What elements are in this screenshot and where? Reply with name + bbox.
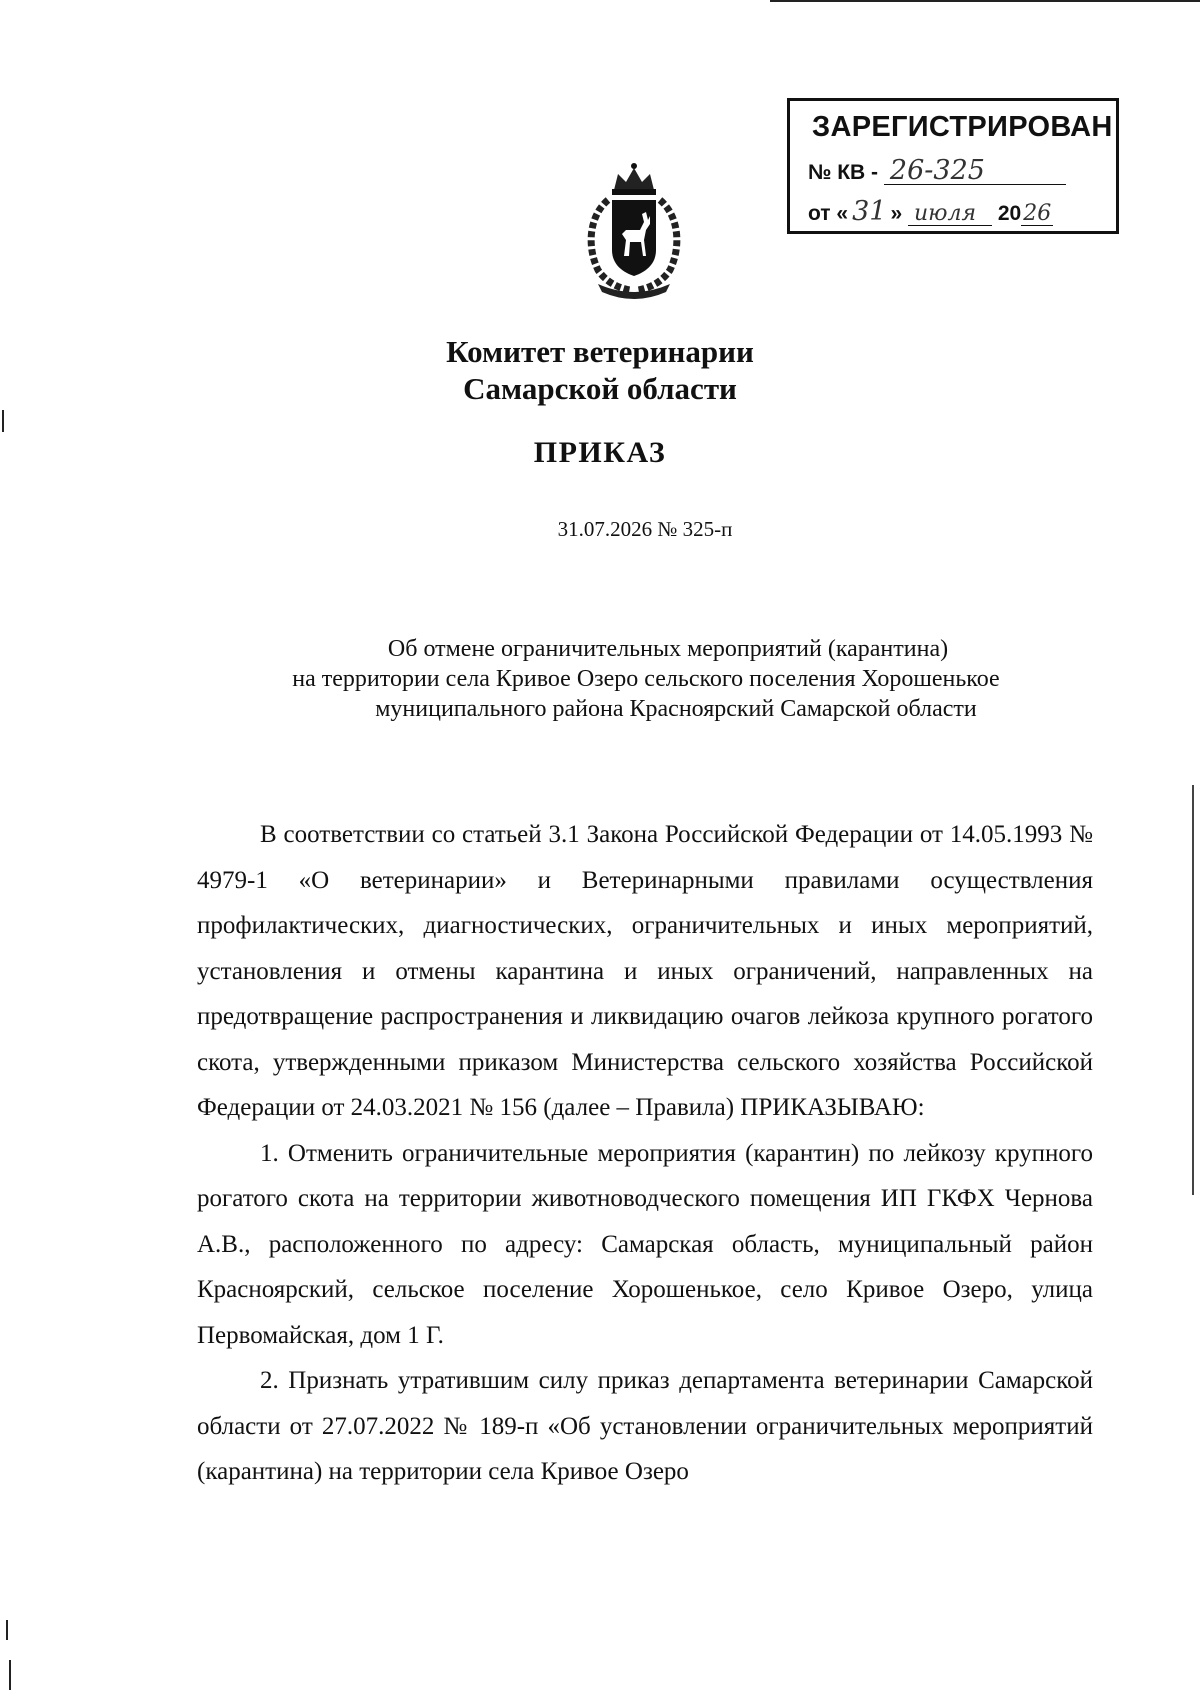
registration-date-row — [808, 198, 1053, 226]
organization-name-line2: Самарской области — [463, 371, 737, 406]
registration-date-prefix: от « — [808, 202, 849, 225]
scan-edge-top — [770, 0, 1200, 2]
subject-line1: Об отмене ограничительных мероприятий (карантина) — [387, 636, 949, 662]
samara-oblast-coat-of-arms-icon — [578, 160, 690, 300]
registration-number-row — [808, 157, 1066, 185]
scan-edge-bottom-left-mark — [6, 1620, 8, 1640]
subject-line2: на территории села Кривое Озеро сельского поселения Хорошенькое — [292, 666, 1000, 692]
registration-date-day: 31 — [852, 196, 887, 227]
body-preamble: В соответствии со статьей 3.1 Закона Российской Федерации от 14.05.1993 № 4979-1 «О ветеринарии» и Ветеринарными правилами осуществления профилактических, диагностических, ограничительных и иных мероприятий, установления и отмены карантина и иных ограничений, направленных на предотвращение распространения и ликвидацию очагов лейкоза крупного рогатого скота, утвержденными приказом Министерства сельского хозяйства Российской Федерации от 24.03.2021 № 156 (далее – Правила) ПРИКАЗЫВАЮ: — [197, 821, 1093, 1121]
subject-line3: муниципального района Красноярский Самарской области — [375, 696, 977, 722]
registration-number-handwritten: 26-325 — [884, 157, 1066, 185]
organization-name-line1: Комитет ветеринарии — [446, 334, 754, 369]
scan-edge-right-mark — [1192, 785, 1194, 1195]
scan-edge-left-mark — [2, 410, 4, 432]
document-type: ПРИКАЗ — [533, 436, 667, 469]
registration-stamp — [787, 98, 1119, 234]
body-item-2: 2. Признать утратившим силу приказ департамента ветеринарии Самарской области от 27.07.2022 № 189-п «Об установлении ограничительных мероприятий (карантина) на территории села Кривое Озеро — [197, 1367, 1093, 1485]
registration-date-mid: » — [890, 202, 903, 225]
registration-title: ЗАРЕГИСТРИРОВАН — [812, 111, 1113, 143]
scan-edge-bottom-left-mark-2 — [9, 1660, 11, 1690]
registration-date-year-handwritten: 26 — [1023, 201, 1052, 226]
document-date-number: 31.07.2026 № 325-п — [557, 517, 733, 541]
document-body — [197, 812, 1093, 1495]
registration-date-month: июля — [908, 203, 992, 226]
body-item-1: 1. Отменить ограничительные мероприятия (карантин) по лейкозу крупного рогатого скота на территории животноводческого помещения ИП ГКФХ Чернова А.В., расположенного по адресу: Самарская область, муниципальный район Красноярский, сельское поселение Хорошенькое, село Кривое Озеро, улица Первомайская, дом 1 Г. — [197, 1139, 1093, 1349]
organization-name — [0, 333, 1200, 407]
registration-date-year-printed: 20 — [997, 202, 1022, 225]
registration-number-prefix: № КВ - — [808, 161, 879, 184]
document-subject — [196, 634, 1096, 724]
